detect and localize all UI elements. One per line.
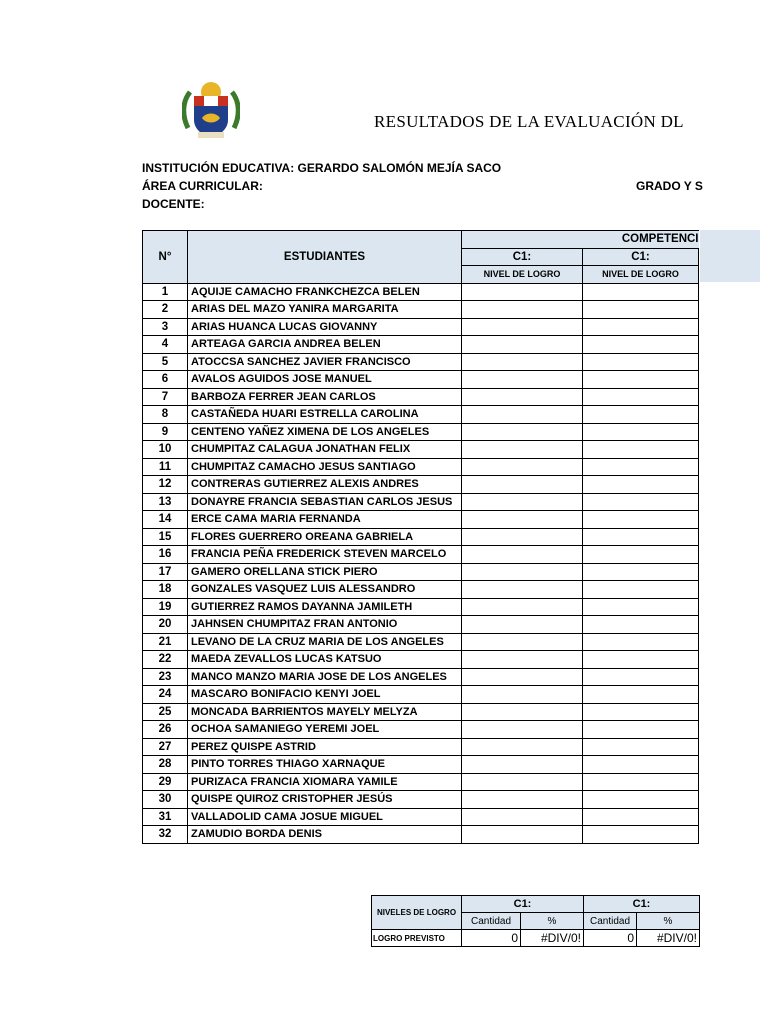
- student-name: DONAYRE FRANCIA SEBASTIAN CARLOS JESUS: [188, 493, 462, 511]
- nivel-logro-cell[interactable]: [462, 633, 583, 651]
- col-header-students: ESTUDIANTES: [188, 231, 462, 284]
- table-row: [143, 336, 699, 354]
- nivel-logro-cell[interactable]: [462, 511, 583, 529]
- table-row: [143, 668, 699, 686]
- student-name: MONCADA BARRIENTOS MAYELY MELYZA: [188, 703, 462, 721]
- table-row: [143, 773, 699, 791]
- nivel-logro-cell[interactable]: [583, 808, 699, 826]
- nivel-logro-cell[interactable]: [462, 808, 583, 826]
- table-row: [143, 651, 699, 669]
- teacher-label: DOCENTE:: [142, 197, 205, 211]
- row-number: 14: [143, 511, 188, 529]
- table-row: [143, 563, 699, 581]
- student-name: OCHOA SAMANIEGO YEREMI JOEL: [188, 721, 462, 739]
- nivel-logro-cell[interactable]: [583, 546, 699, 564]
- table-row: [143, 826, 699, 844]
- student-name: MASCARO BONIFACIO KENYI JOEL: [188, 686, 462, 704]
- nivel-logro-cell[interactable]: [462, 546, 583, 564]
- nivel-logro-cell[interactable]: [583, 406, 699, 424]
- student-name: ARTEAGA GARCIA ANDREA BELEN: [188, 336, 462, 354]
- row-number: 15: [143, 528, 188, 546]
- table-row: [143, 476, 699, 494]
- nivel-logro-cell[interactable]: [583, 598, 699, 616]
- summary-percent-value: #DIV/0!: [521, 930, 584, 947]
- row-number: 12: [143, 476, 188, 494]
- nivel-logro-cell[interactable]: [462, 616, 583, 634]
- row-number: 3: [143, 318, 188, 336]
- row-number: 11: [143, 458, 188, 476]
- table-row: [143, 441, 699, 459]
- c1-header: C1:: [583, 248, 699, 266]
- nivel-logro-cell[interactable]: [583, 826, 699, 844]
- nivel-logro-cell[interactable]: [583, 528, 699, 546]
- table-row: [143, 616, 699, 634]
- row-number: 28: [143, 756, 188, 774]
- nivel-logro-cell[interactable]: [583, 441, 699, 459]
- nivel-logro-cell[interactable]: [462, 563, 583, 581]
- table-row: [143, 353, 699, 371]
- nivel-logro-cell[interactable]: [462, 476, 583, 494]
- nivel-logro-cell[interactable]: [583, 686, 699, 704]
- student-name: GUTIERREZ RAMOS DAYANNA JAMILETH: [188, 598, 462, 616]
- row-number: 31: [143, 808, 188, 826]
- row-number: 25: [143, 703, 188, 721]
- summary-cantidad-header: Cantidad: [584, 913, 637, 930]
- table-row: [143, 756, 699, 774]
- nivel-logro-cell[interactable]: [583, 301, 699, 319]
- nivel-logro-cell[interactable]: [462, 773, 583, 791]
- nivel-logro-cell[interactable]: [462, 318, 583, 336]
- nivel-logro-cell[interactable]: [462, 791, 583, 809]
- table-row: [143, 546, 699, 564]
- institution-label: INSTITUCIÓN EDUCATIVA: GERARDO SALOMÓN MEJÍA SACO: [142, 161, 502, 175]
- row-number: 13: [143, 493, 188, 511]
- nivel-logro-header: NIVEL DE LOGRO: [583, 266, 699, 284]
- nivel-logro-cell[interactable]: [462, 598, 583, 616]
- table-row: [143, 633, 699, 651]
- nivel-logro-cell[interactable]: [583, 423, 699, 441]
- table-row: [143, 791, 699, 809]
- nivel-logro-cell[interactable]: [583, 283, 699, 301]
- nivel-logro-cell[interactable]: [583, 756, 699, 774]
- table-row: [143, 581, 699, 599]
- nivel-logro-cell[interactable]: [462, 668, 583, 686]
- nivel-logro-cell[interactable]: [583, 353, 699, 371]
- nivel-logro-cell[interactable]: [462, 301, 583, 319]
- grade-label: GRADO Y S: [636, 179, 703, 193]
- row-number: 9: [143, 423, 188, 441]
- student-name: PEREZ QUISPE ASTRID: [188, 738, 462, 756]
- nivel-logro-cell[interactable]: [583, 458, 699, 476]
- row-number: 6: [143, 371, 188, 389]
- nivel-logro-cell[interactable]: [583, 476, 699, 494]
- competencias-header: COMPETENCI: [462, 231, 699, 249]
- table-row: [143, 738, 699, 756]
- nivel-logro-cell[interactable]: [583, 791, 699, 809]
- student-name: PINTO TORRES THIAGO XARNAQUE: [188, 756, 462, 774]
- row-number: 21: [143, 633, 188, 651]
- nivel-logro-cell[interactable]: [583, 581, 699, 599]
- table-row: [143, 371, 699, 389]
- row-number: 27: [143, 738, 188, 756]
- summary-table: [371, 895, 700, 947]
- nivel-logro-cell[interactable]: [583, 773, 699, 791]
- row-number: 16: [143, 546, 188, 564]
- student-name: CENTENO YAÑEZ XIMENA DE LOS ANGELES: [188, 423, 462, 441]
- row-number: 32: [143, 826, 188, 844]
- student-name: CHUMPITAZ CAMACHO JESUS SANTIAGO: [188, 458, 462, 476]
- row-number: 24: [143, 686, 188, 704]
- nivel-logro-cell[interactable]: [583, 336, 699, 354]
- nivel-logro-cell[interactable]: [462, 686, 583, 704]
- summary-percent-header: %: [521, 913, 584, 930]
- col-header-number: N°: [143, 231, 188, 284]
- nivel-logro-cell[interactable]: [583, 651, 699, 669]
- nivel-logro-cell[interactable]: [462, 336, 583, 354]
- nivel-logro-cell[interactable]: [583, 511, 699, 529]
- nivel-logro-cell[interactable]: [462, 721, 583, 739]
- nivel-logro-cell[interactable]: [583, 703, 699, 721]
- nivel-logro-cell[interactable]: [583, 493, 699, 511]
- document-title: RESULTADOS DE LA EVALUACIÓN DL: [374, 112, 684, 131]
- student-name: BARBOZA FERRER JEAN CARLOS: [188, 388, 462, 406]
- summary-c1-header: C1:: [584, 896, 700, 913]
- table-row: [143, 598, 699, 616]
- nivel-logro-cell[interactable]: [462, 703, 583, 721]
- nivel-logro-cell[interactable]: [462, 406, 583, 424]
- table-row: [143, 511, 699, 529]
- summary-row-label: LOGRO PREVISTO: [372, 930, 462, 947]
- student-name: FRANCIA PEÑA FREDERICK STEVEN MARCELO: [188, 546, 462, 564]
- table-row: [143, 808, 699, 826]
- table-row: [143, 528, 699, 546]
- row-number: 1: [143, 283, 188, 301]
- student-name: AQUIJE CAMACHO FRANKCHEZCA BELEN: [188, 283, 462, 301]
- summary-cantidad-value: 0: [462, 930, 521, 947]
- nivel-logro-cell[interactable]: [462, 283, 583, 301]
- summary-cantidad-header: Cantidad: [462, 913, 521, 930]
- student-name: CONTRERAS GUTIERREZ ALEXIS ANDRES: [188, 476, 462, 494]
- table-row: [143, 283, 699, 301]
- row-number: 26: [143, 721, 188, 739]
- row-number: 29: [143, 773, 188, 791]
- nivel-logro-cell[interactable]: [583, 633, 699, 651]
- nivel-logro-cell[interactable]: [462, 458, 583, 476]
- summary-percent-header: %: [637, 913, 700, 930]
- nivel-logro-cell[interactable]: [462, 371, 583, 389]
- c1-header: C1:: [462, 248, 583, 266]
- row-number: 4: [143, 336, 188, 354]
- nivel-logro-cell[interactable]: [462, 528, 583, 546]
- row-number: 20: [143, 616, 188, 634]
- nivel-logro-cell[interactable]: [462, 756, 583, 774]
- table-row: [143, 703, 699, 721]
- nivel-logro-cell[interactable]: [462, 826, 583, 844]
- row-number: 2: [143, 301, 188, 319]
- nivel-logro-header: NIVEL DE LOGRO: [462, 266, 583, 284]
- row-number: 10: [143, 441, 188, 459]
- student-name: LEVANO DE LA CRUZ MARIA DE LOS ANGELES: [188, 633, 462, 651]
- nivel-logro-cell[interactable]: [462, 651, 583, 669]
- student-name: GAMERO ORELLANA STICK PIERO: [188, 563, 462, 581]
- table-row: [143, 423, 699, 441]
- student-name: GONZALES VASQUEZ LUIS ALESSANDRO: [188, 581, 462, 599]
- header-fill-overflow: [700, 230, 760, 282]
- nivel-logro-cell[interactable]: [462, 388, 583, 406]
- nivel-logro-cell[interactable]: [462, 353, 583, 371]
- student-name: VALLADOLID CAMA JOSUE MIGUEL: [188, 808, 462, 826]
- school-crest-icon: [182, 80, 240, 142]
- student-name: FLORES GUERRERO OREANA GABRIELA: [188, 528, 462, 546]
- table-row: [143, 721, 699, 739]
- student-name: QUISPE QUIROZ CRISTOPHER JESÚS: [188, 791, 462, 809]
- row-number: 8: [143, 406, 188, 424]
- nivel-logro-cell[interactable]: [583, 388, 699, 406]
- row-number: 30: [143, 791, 188, 809]
- area-label: ÁREA CURRICULAR:: [142, 179, 263, 193]
- nivel-logro-cell[interactable]: [583, 738, 699, 756]
- table-row: [143, 388, 699, 406]
- table-row: [143, 406, 699, 424]
- nivel-logro-cell[interactable]: [583, 668, 699, 686]
- student-name: CASTAÑEDA HUARI ESTRELLA CAROLINA: [188, 406, 462, 424]
- student-name: ERCE CAMA MARIA FERNANDA: [188, 511, 462, 529]
- table-row: [143, 458, 699, 476]
- row-number: 22: [143, 651, 188, 669]
- row-number: 5: [143, 353, 188, 371]
- student-name: ATOCCSA SANCHEZ JAVIER FRANCISCO: [188, 353, 462, 371]
- summary-c1-header: C1:: [462, 896, 584, 913]
- row-number: 17: [143, 563, 188, 581]
- summary-cantidad-value: 0: [584, 930, 637, 947]
- nivel-logro-cell[interactable]: [583, 616, 699, 634]
- nivel-logro-cell[interactable]: [583, 318, 699, 336]
- nivel-logro-cell[interactable]: [583, 721, 699, 739]
- students-table: [142, 230, 699, 844]
- nivel-logro-cell[interactable]: [462, 738, 583, 756]
- student-name: JAHNSEN CHUMPITAZ FRAN ANTONIO: [188, 616, 462, 634]
- nivel-logro-cell[interactable]: [462, 581, 583, 599]
- student-name: MAEDA ZEVALLOS LUCAS KATSUO: [188, 651, 462, 669]
- nivel-logro-cell[interactable]: [583, 563, 699, 581]
- row-number: 7: [143, 388, 188, 406]
- student-name: ZAMUDIO BORDA DENIS: [188, 826, 462, 844]
- table-row: [143, 301, 699, 319]
- row-number: 19: [143, 598, 188, 616]
- row-number: 23: [143, 668, 188, 686]
- summary-niveles-label: NIVELES DE LOGRO: [372, 896, 462, 930]
- nivel-logro-cell[interactable]: [583, 371, 699, 389]
- nivel-logro-cell[interactable]: [462, 441, 583, 459]
- summary-percent-value: #DIV/0!: [637, 930, 700, 947]
- table-row: [143, 318, 699, 336]
- table-row: [143, 686, 699, 704]
- row-number: 18: [143, 581, 188, 599]
- student-name: CHUMPITAZ CALAGUA JONATHAN FELIX: [188, 441, 462, 459]
- student-name: ARIAS HUANCA LUCAS GIOVANNY: [188, 318, 462, 336]
- student-name: ARIAS DEL MAZO YANIRA MARGARITA: [188, 301, 462, 319]
- table-row: [143, 493, 699, 511]
- student-name: AVALOS AGUIDOS JOSE MANUEL: [188, 371, 462, 389]
- student-name: PURIZACA FRANCIA XIOMARA YAMILE: [188, 773, 462, 791]
- nivel-logro-cell[interactable]: [462, 423, 583, 441]
- student-name: MANCO MANZO MARIA JOSE DE LOS ANGELES: [188, 668, 462, 686]
- nivel-logro-cell[interactable]: [462, 493, 583, 511]
